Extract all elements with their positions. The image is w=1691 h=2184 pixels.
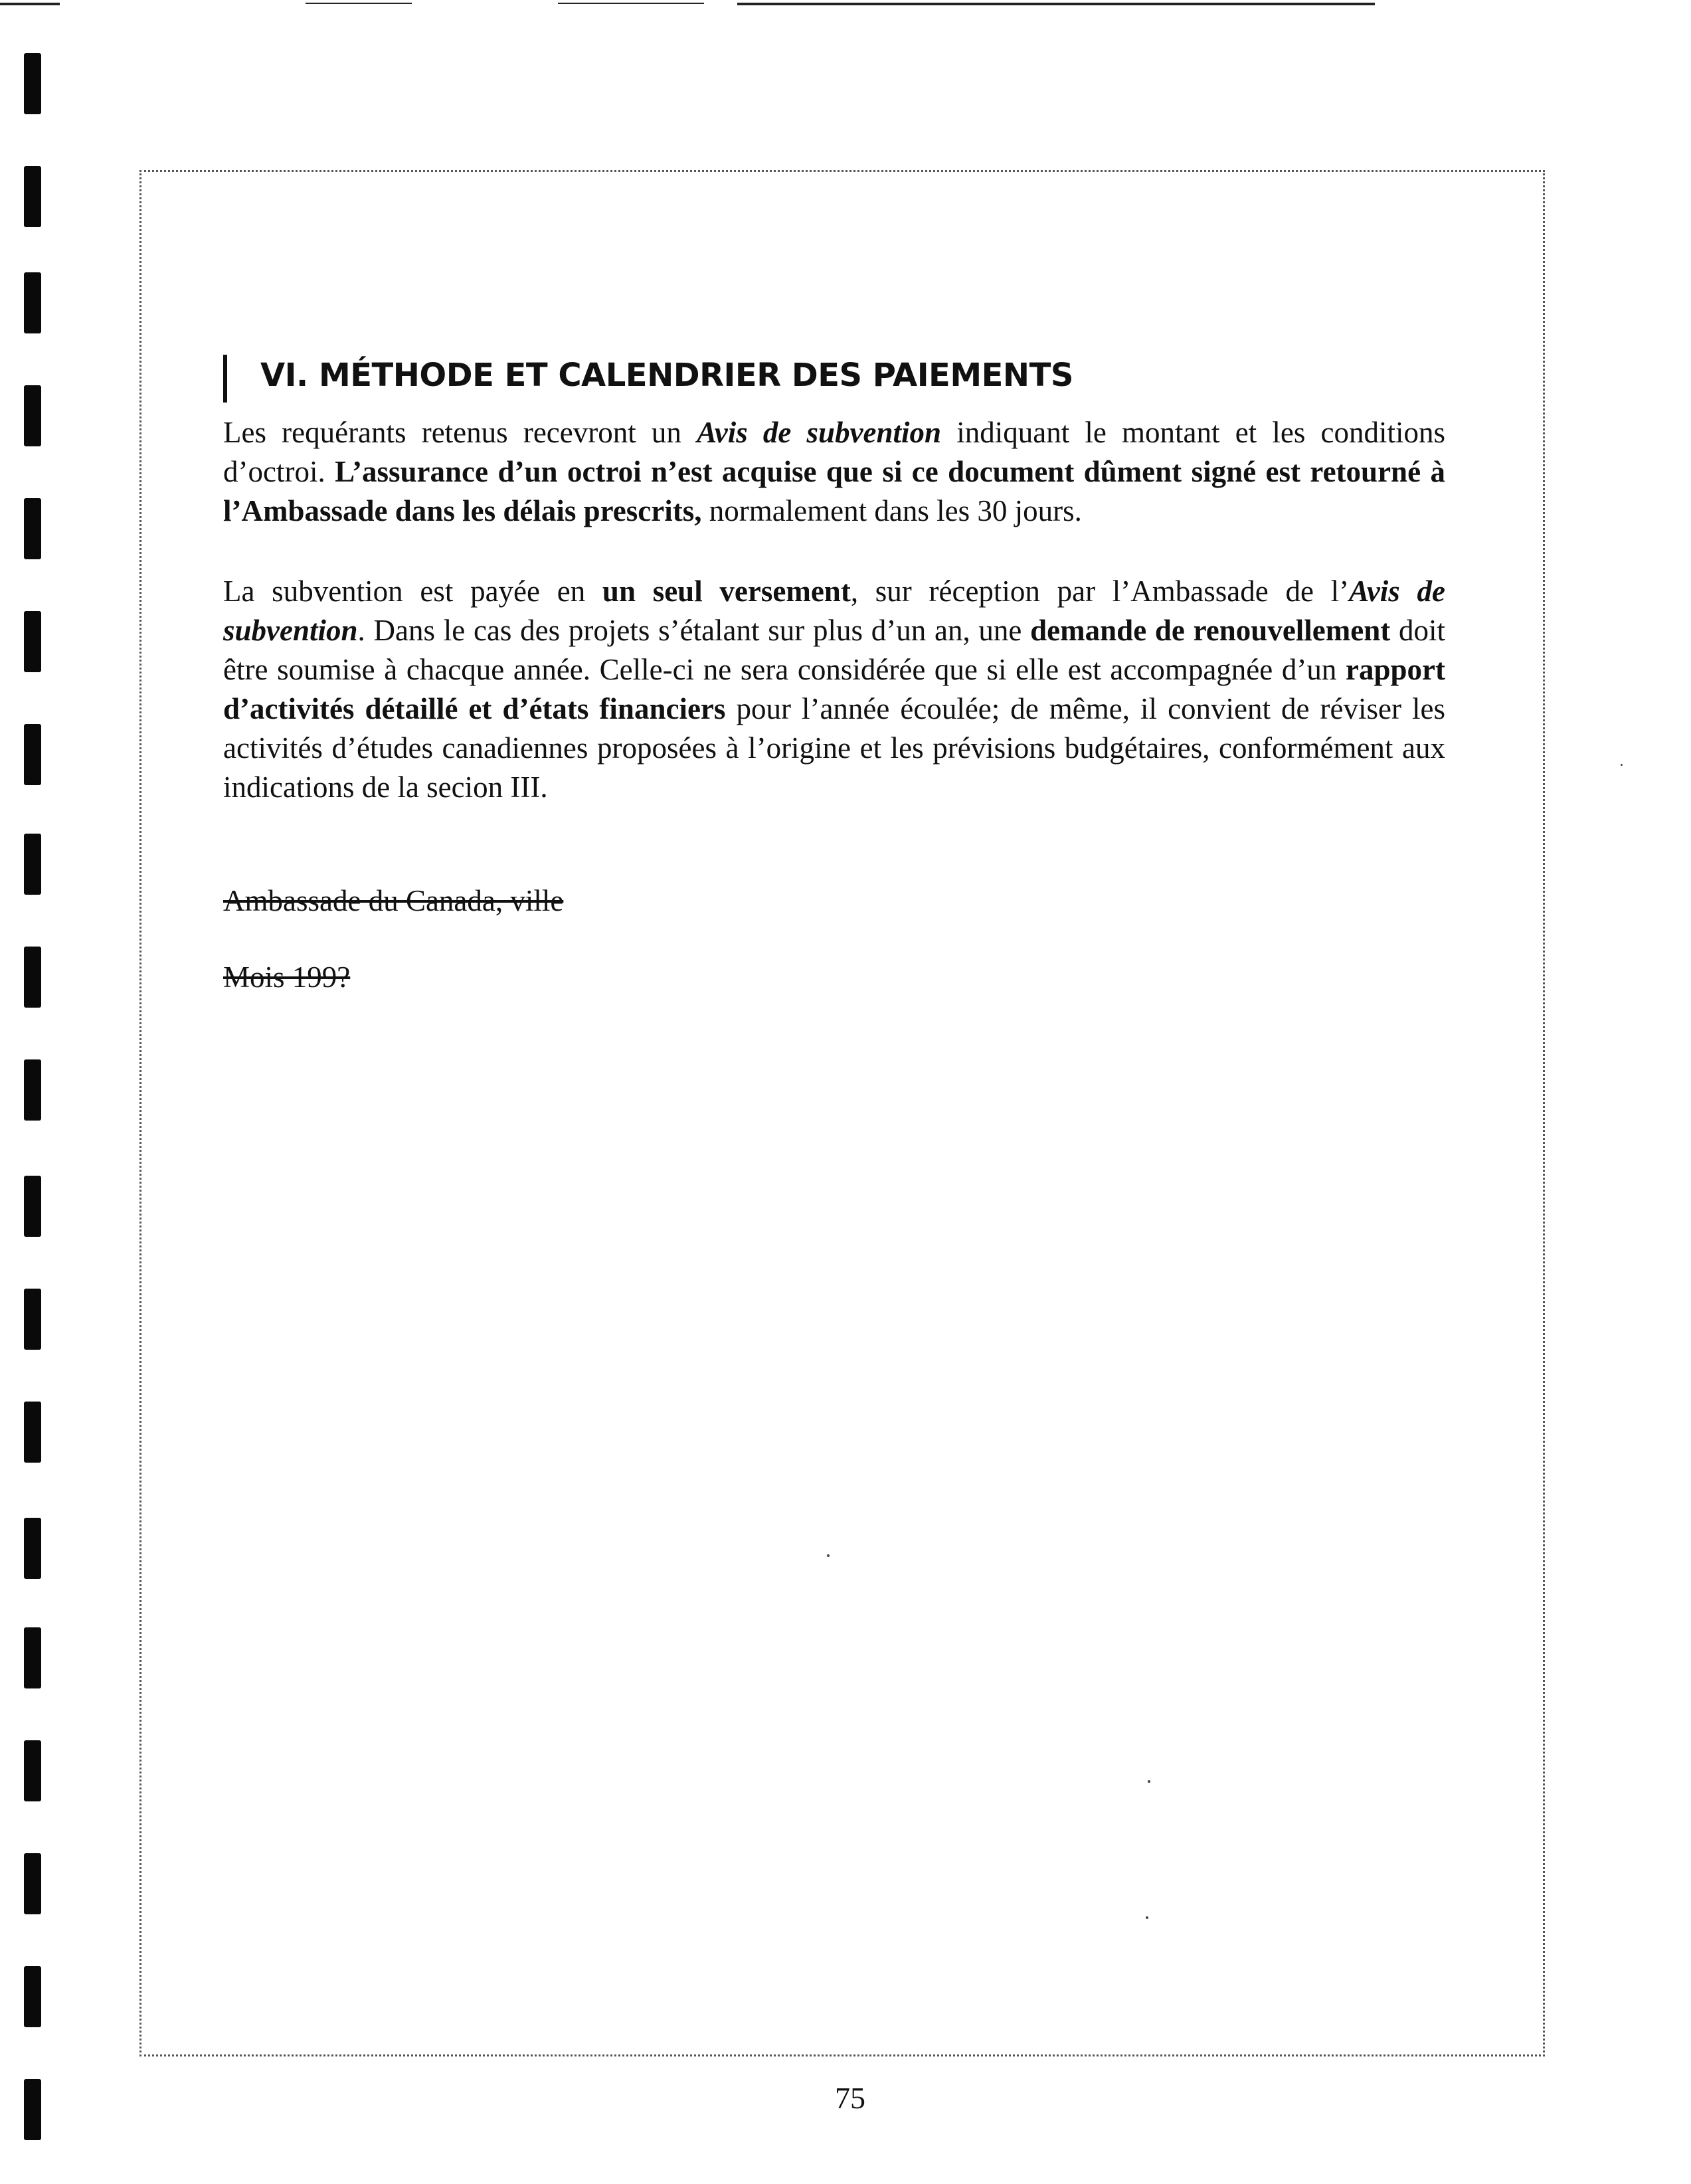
binding-hole bbox=[24, 498, 41, 559]
text-run: pour l’année écoulée; de même, il convient de réviser les activités d’études canadiennes proposées à l’origine et les prévisions budgétaires, conformément aux indications de la secion III. bbox=[223, 692, 1445, 804]
binding-hole bbox=[24, 834, 41, 895]
text-run: L’assurance d’un octroi n’est acquise que si ce document dûment signé est retourné à l’Ambassade dans les délais prescrits, bbox=[223, 455, 1445, 527]
text-run: demande de renouvellement bbox=[1030, 614, 1391, 647]
binding-hole bbox=[24, 53, 41, 114]
binding-hole bbox=[24, 1740, 41, 1801]
struck-date: Mois 199? bbox=[223, 960, 351, 994]
binding-hole bbox=[24, 1627, 41, 1688]
binding-hole bbox=[24, 2079, 41, 2140]
text-run: Avis de subvention bbox=[223, 575, 1445, 647]
binding-hole bbox=[24, 1402, 41, 1463]
scan-speck bbox=[1148, 1780, 1150, 1783]
revision-bar bbox=[223, 355, 227, 403]
binding-hole bbox=[24, 1518, 41, 1579]
scan-speck bbox=[827, 1554, 830, 1557]
text-run: La subvention est payée en bbox=[223, 575, 602, 608]
section-content bbox=[223, 352, 1445, 997]
section-heading-text: VI. MÉTHODE ET CALENDRIER DES PAIEMENTS bbox=[260, 357, 1073, 394]
text-run: normalement dans les 30 jours. bbox=[701, 494, 1082, 527]
text-run: un seul versement bbox=[602, 575, 851, 608]
scan-mark-top-3 bbox=[558, 3, 704, 4]
binding-hole bbox=[24, 166, 41, 227]
text-run: , sur réception par l’Ambassade de l’ bbox=[850, 575, 1350, 608]
binding-hole bbox=[24, 724, 41, 785]
struck-embassy-place: Ambassade du Canada, ville bbox=[223, 884, 564, 917]
scan-mark-top-2 bbox=[306, 3, 412, 4]
binding-hole bbox=[24, 385, 41, 446]
scan-speck bbox=[1621, 764, 1623, 766]
section-heading bbox=[223, 352, 1445, 399]
text-run: indiquant le montant et les conditions d’octroi. bbox=[223, 416, 1445, 488]
binding-hole bbox=[24, 1966, 41, 2027]
text-run: doit être soumise à chacque année. Celle-ci ne sera considérée que si elle est accompagnée d’un bbox=[223, 614, 1446, 686]
binding-holes bbox=[19, 0, 45, 2184]
binding-hole bbox=[24, 1853, 41, 1914]
binding-hole bbox=[24, 611, 41, 672]
paragraph-payment-schedule bbox=[223, 572, 1445, 807]
binding-hole bbox=[24, 1289, 41, 1350]
scan-mark-top-4 bbox=[737, 3, 1375, 5]
text-run: Les requérants retenus recevront un bbox=[223, 416, 697, 449]
binding-hole bbox=[24, 1176, 41, 1237]
text-run: Avis de subvention bbox=[697, 416, 942, 449]
page-number: 75 bbox=[835, 2081, 865, 2115]
binding-hole bbox=[24, 947, 41, 1008]
text-run: rapport d’activités détaillé et d’états financiers bbox=[223, 653, 1445, 725]
binding-hole bbox=[24, 272, 41, 333]
binding-hole bbox=[24, 1059, 41, 1121]
text-run: . Dans le cas des projets s’étalant sur plus d’un an, une bbox=[357, 614, 1031, 647]
scan-speck bbox=[1146, 1916, 1148, 1919]
paragraph-payment-notice bbox=[223, 413, 1445, 531]
